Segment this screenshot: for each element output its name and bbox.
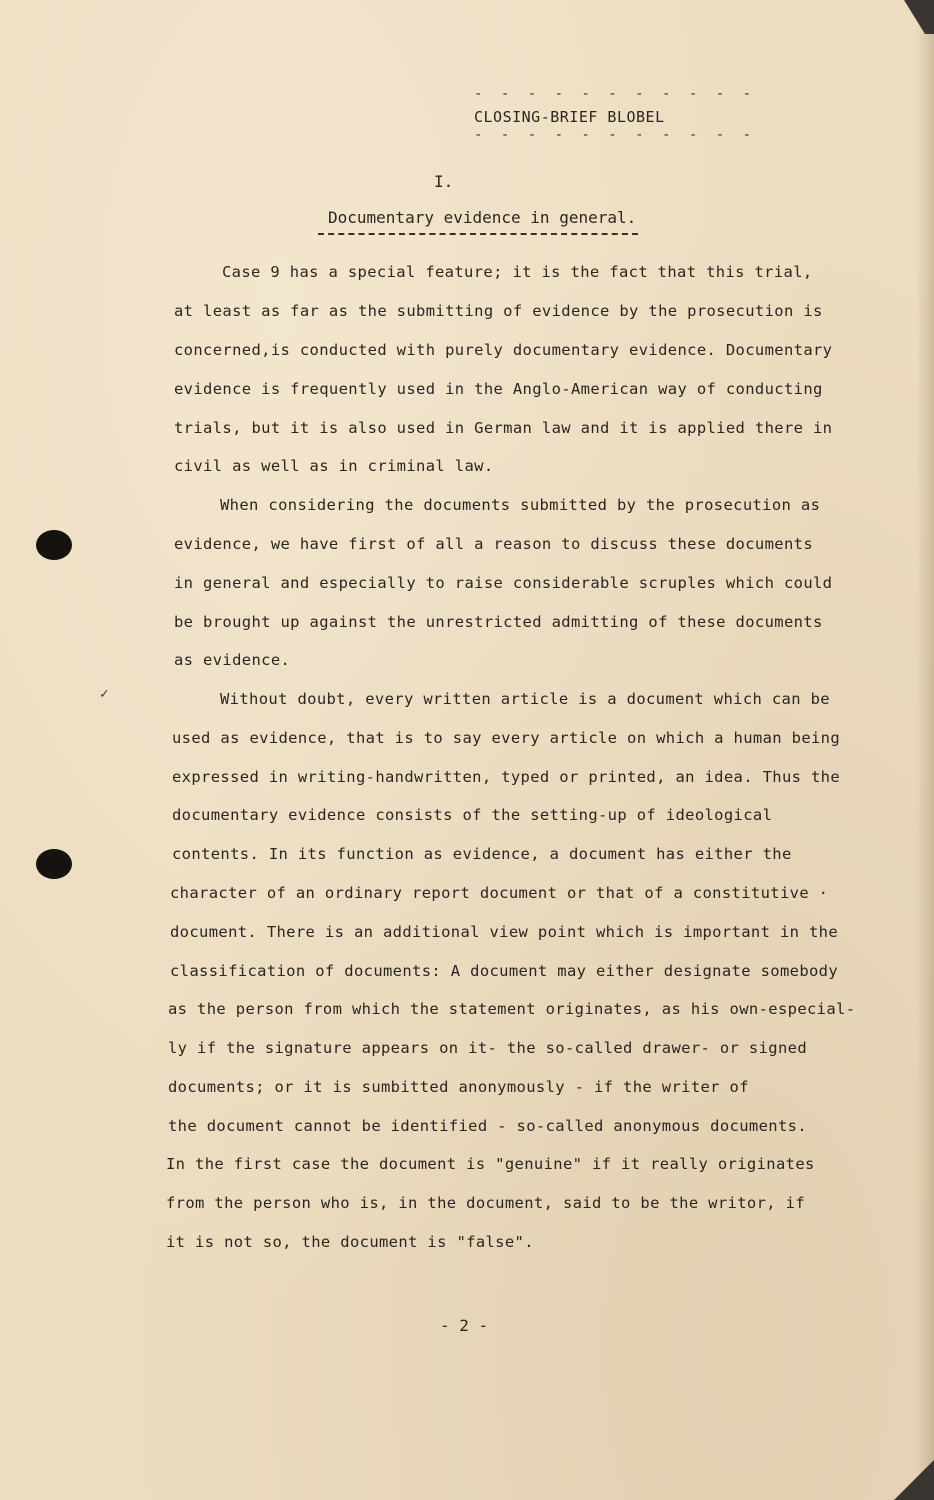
section-title: Documentary evidence in general. [328, 208, 637, 227]
section-number: I. [434, 172, 454, 191]
body-text-line: as the person from which the statement originates, as his own-especial- [168, 1000, 856, 1018]
body-text-line: as evidence. [174, 651, 291, 669]
body-text-line: from the person who is, in the document, said to be the writor, if [166, 1194, 805, 1212]
body-text-line: documentary evidence consists of the setting-up of ideological [172, 806, 773, 824]
body-text-line: When considering the documents submitted by the prosecution as [220, 496, 821, 514]
body-text-line: civil as well as in criminal law. [174, 457, 494, 475]
body-text-line: In the first case the document is "genuine" if it really originates [166, 1155, 815, 1173]
page-number: - 2 - [440, 1316, 489, 1335]
body-text-line: documents; or it is sumbitted anonymously - if the writer of [168, 1078, 749, 1096]
punch-hole-icon [36, 530, 72, 560]
body-text-line: Without doubt, every written article is a document which can be [220, 690, 830, 708]
body-text-line: expressed in writing-handwritten, typed or printed, an idea. Thus the [172, 768, 841, 786]
body-text-line: used as evidence, that is to say every article on which a human being [172, 729, 841, 747]
body-text-line: in general and especially to raise considerable scruples which could [174, 574, 833, 592]
header-dash-line: - - - - - - - - - - - [474, 86, 757, 102]
body-text-line: document. There is an additional view point which is important in the [170, 923, 839, 941]
document-header-title: CLOSING-BRIEF BLOBEL [474, 108, 665, 126]
body-text-line: contents. In its function as evidence, a document has either the [172, 845, 792, 863]
punch-hole-icon [36, 849, 72, 879]
section-title-underline [318, 233, 638, 235]
body-text-line: evidence is frequently used in the Anglo-American way of conducting [174, 380, 823, 398]
margin-check-mark: ✓ [100, 686, 109, 702]
body-text-line: the document cannot be identified - so-called anonymous documents. [168, 1117, 807, 1135]
body-text-line: at least as far as the submitting of evidence by the prosecution is [174, 302, 823, 320]
body-text-line: concerned,is conducted with purely documentary evidence. Documentary [174, 341, 833, 359]
body-text-line: it is not so, the document is "false". [166, 1233, 534, 1251]
header-dash-line: - - - - - - - - - - - [474, 127, 757, 143]
body-text-line: evidence, we have first of all a reason to discuss these documents [174, 535, 813, 553]
body-text-line: Case 9 has a special feature; it is the fact that this trial, [222, 263, 813, 281]
body-text-line: be brought up against the unrestricted admitting of these documents [174, 613, 823, 631]
body-text-line: ly if the signature appears on it- the so-called drawer- or signed [168, 1039, 807, 1057]
body-text-line: character of an ordinary report document or that of a constitutive · [170, 884, 829, 902]
torn-corner-bottom [894, 1460, 934, 1500]
body-text-line: classification of documents: A document may either designate somebody [170, 962, 839, 980]
paper-edge-shadow [916, 0, 934, 1500]
body-text-line: trials, but it is also used in German law and it is applied there in [174, 419, 833, 437]
